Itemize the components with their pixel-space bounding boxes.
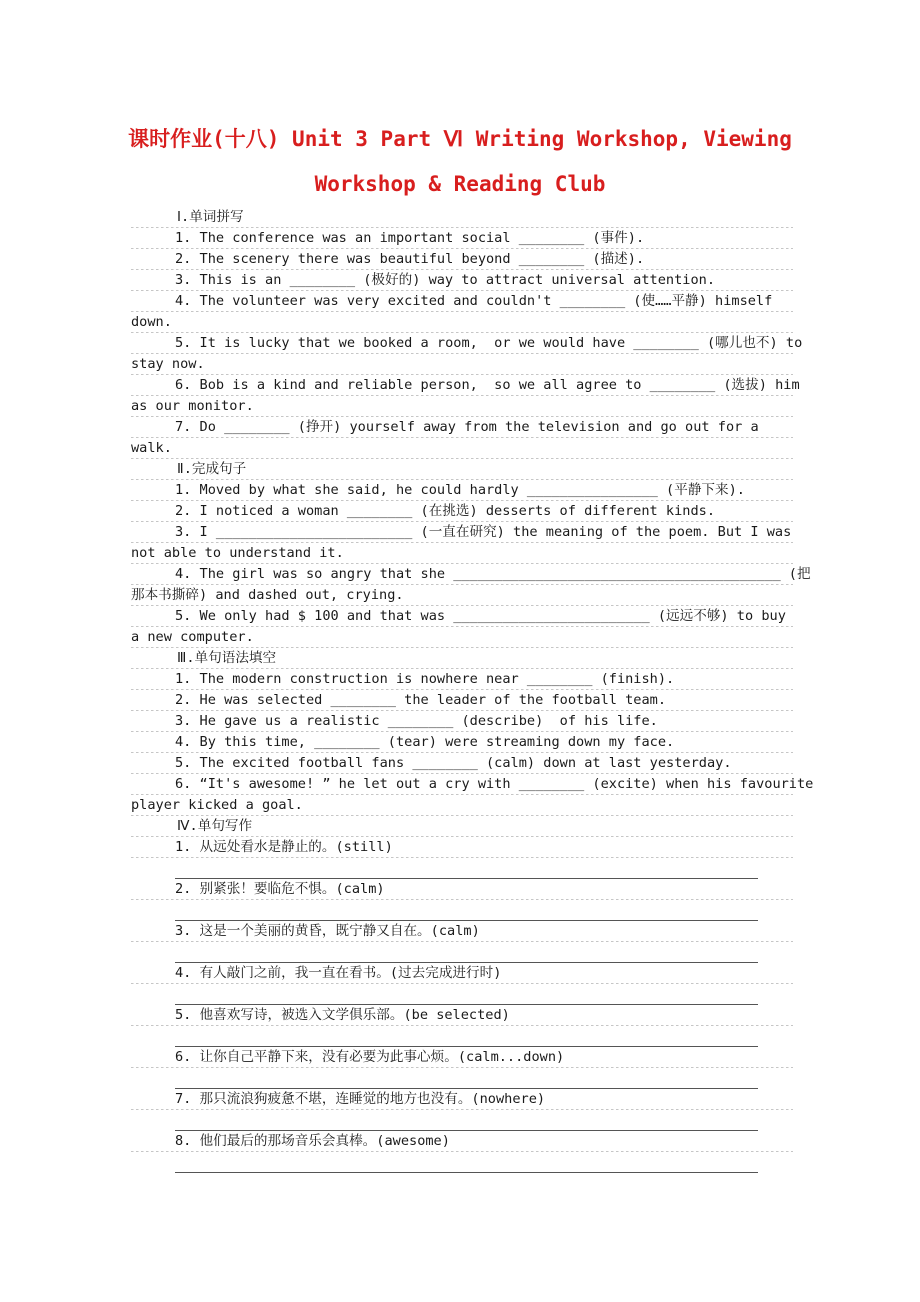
answer-line	[175, 1110, 758, 1131]
section-3-line: player kicked a goal.	[131, 795, 793, 816]
worksheet-body	[131, 207, 814, 1173]
answer-line	[175, 942, 758, 963]
section-2-line: 5. We only had $ 100 and that was ________________________ (远远不够) to buy	[131, 606, 793, 627]
section-2-line: 4. The girl was so angry that she ________________________________________ (把	[131, 564, 793, 585]
section-4-prompt: 2. 别紧张！要临危不惧。(calm)	[131, 879, 793, 900]
section-2-line: a new computer.	[131, 627, 793, 648]
section-4-prompt: 8. 他们最后的那场音乐会真棒。(awesome)	[131, 1131, 793, 1152]
section-3-line: 2. He was selected ________ the leader of the football team.	[131, 690, 793, 711]
section-2-line: not able to understand it.	[131, 543, 793, 564]
section-1-line: as our monitor.	[131, 396, 793, 417]
title-line-2: Workshop & Reading Club	[314, 172, 606, 196]
section-4-prompt: 5. 他喜欢写诗，被选入文学俱乐部。(be selected)	[131, 1005, 793, 1026]
section-3-line: 4. By this time, ________ (tear) were streaming down my face.	[131, 732, 793, 753]
section-1-line: down.	[131, 312, 793, 333]
section-1-line: 2. The scenery there was beautiful beyond ________ (描述).	[131, 249, 793, 270]
section-1-line: 1. The conference was an important social ________ (事件).	[131, 228, 793, 249]
section-4-prompt: 3. 这是一个美丽的黄昏，既宁静又自在。(calm)	[131, 921, 793, 942]
section-1-heading: Ⅰ.单词拼写	[131, 207, 793, 228]
section-3-line: 5. The excited football fans ________ (calm) down at last yesterday.	[131, 753, 793, 774]
section-1-line: 6. Bob is a kind and reliable person, so we all agree to ________ (选拔) him	[131, 375, 793, 396]
section-1-line: 4. The volunteer was very excited and couldn't ________ (使……平静) himself	[131, 291, 793, 312]
section-4-heading: Ⅳ.单句写作	[131, 816, 793, 837]
answer-line	[175, 900, 758, 921]
section-1-line: walk.	[131, 438, 793, 459]
answer-line	[175, 1026, 758, 1047]
section-3-line: 3. He gave us a realistic ________ (describe) of his life.	[131, 711, 793, 732]
section-3-heading: Ⅲ.单句语法填空	[131, 648, 793, 669]
section-3-line: 6. “It's awesome! ” he let out a cry with ________ (excite) when his favourite	[131, 774, 793, 795]
section-1-line: 5. It is lucky that we booked a room, or we would have ________ (哪儿也不) to	[131, 333, 793, 354]
section-4-prompt: 4. 有人敲门之前，我一直在看书。(过去完成进行时)	[131, 963, 793, 984]
section-4-prompt: 6. 让你自己平静下来，没有必要为此事心烦。(calm...down)	[131, 1047, 793, 1068]
section-1-line: stay now.	[131, 354, 793, 375]
answer-line	[175, 858, 758, 879]
section-4-prompt: 1. 从远处看水是静止的。(still)	[131, 837, 793, 858]
answer-line	[175, 1068, 758, 1089]
answer-line	[175, 984, 758, 1005]
section-3-line: 1. The modern construction is nowhere near ________ (finish).	[131, 669, 793, 690]
section-1-line: 3. This is an ________ (极好的) way to attract universal attention.	[131, 270, 793, 291]
section-2-heading: Ⅱ.完成句子	[131, 459, 793, 480]
section-2-line: 那本书撕碎) and dashed out, crying.	[131, 585, 793, 606]
title-line-1: 课时作业(十八) Unit 3 Part Ⅵ Writing Workshop, Viewing	[128, 127, 792, 151]
section-2-line: 1. Moved by what she said, he could hardly ________________ (平静下来).	[131, 480, 793, 501]
section-4-prompt: 7. 那只流浪狗疲惫不堪，连睡觉的地方也没有。(nowhere)	[131, 1089, 793, 1110]
section-2-line: 2. I noticed a woman ________ (在挑选) desserts of different kinds.	[131, 501, 793, 522]
section-1-line: 7. Do ________ (挣开) yourself away from the television and go out for a	[131, 417, 793, 438]
section-2-line: 3. I ________________________ (一直在研究) the meaning of the poem. But I was	[131, 522, 793, 543]
answer-line	[175, 1152, 758, 1173]
